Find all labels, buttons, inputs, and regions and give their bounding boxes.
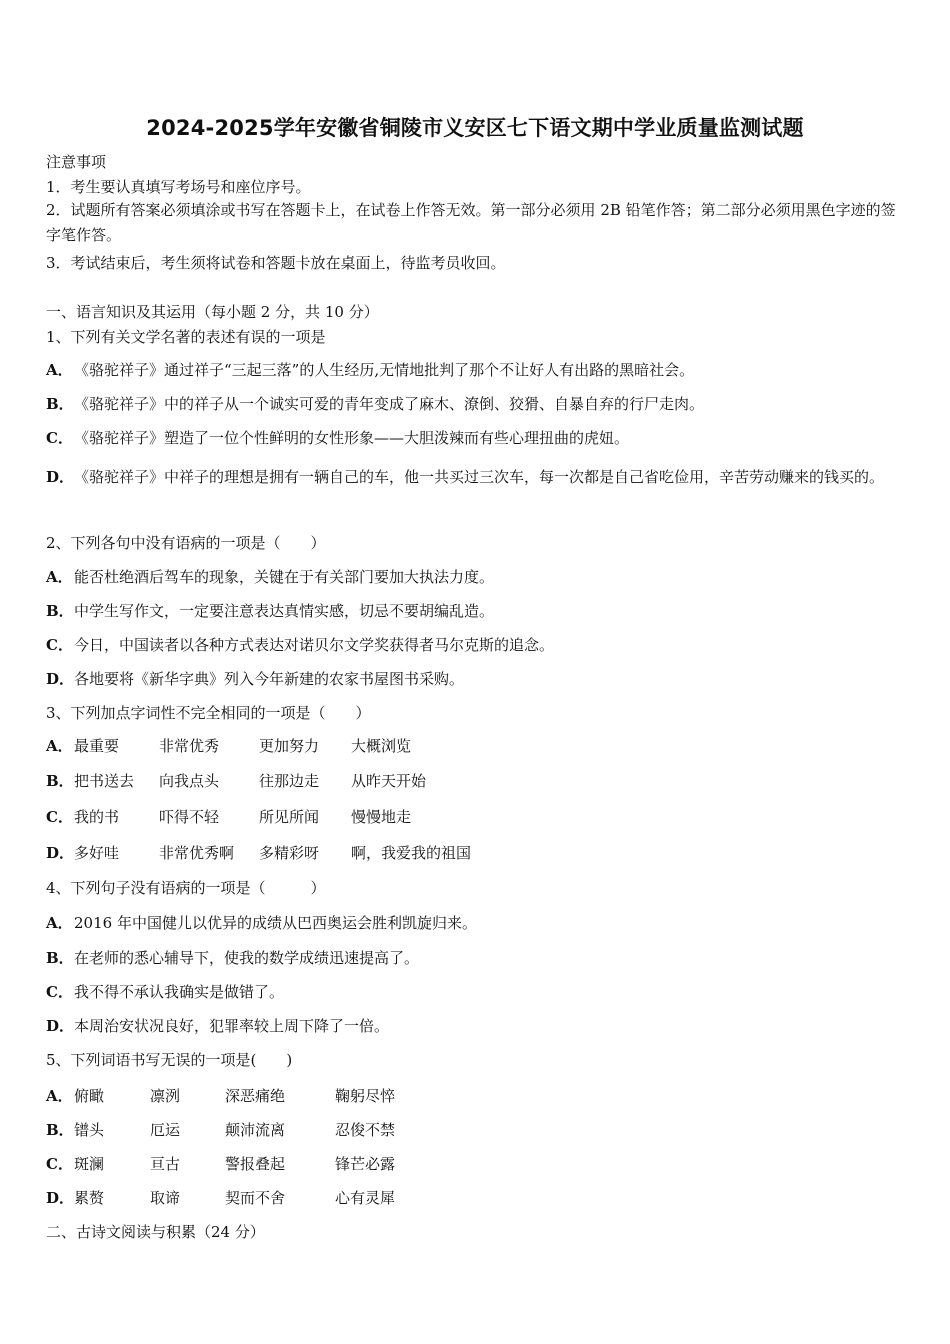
question-stem-2: 2、下列各句中没有语病的一项是（ ） (46, 534, 326, 552)
option-letter: B． (46, 772, 74, 790)
option-text: 今日，中国读者以各种方式表达对诺贝尔文学奖获得者马尔克斯的追念。 (74, 636, 555, 654)
option-letter: C． (46, 636, 73, 654)
option-word: 镨头 (74, 1121, 105, 1139)
option-row (46, 567, 494, 587)
question-stem-4: 4、下列句子没有语病的一项是（ ） (46, 879, 326, 897)
option-text: 中学生写作文，一定要注意表达真情实感，切忌不要胡编乱造。 (74, 602, 495, 620)
option-word: 最重要 (74, 737, 120, 755)
option-row (46, 736, 411, 756)
option-letter: D． (46, 1189, 75, 1207)
option-word: 颠沛流离 (225, 1121, 286, 1139)
option-word: 慢慢地走 (351, 808, 412, 826)
option-word: 大概浏览 (351, 737, 412, 755)
option-row (46, 843, 471, 863)
notice-heading: 注意事项 (46, 153, 107, 171)
option-word: 向我点头 (159, 772, 220, 790)
option-text: 《骆驼祥子》中祥子的理想是拥有一辆自己的车，他一共买过三次车，每一次都是自己省吃俭用，辛苦劳动赚来的钱买的。 (74, 468, 885, 486)
option-row (46, 1086, 395, 1106)
option-row (46, 1154, 395, 1174)
option-letter: D． (46, 468, 75, 486)
option-letter: A． (46, 914, 73, 932)
option-letter: C． (46, 808, 73, 826)
option-text: 各地要将《新华字典》列入今年新建的农家书屋图书采购。 (74, 670, 465, 688)
option-letter: A． (46, 361, 73, 379)
option-word: 忍俊不禁 (335, 1121, 396, 1139)
section2-heading: 二、古诗文阅读与积累（24 分） (46, 1223, 265, 1241)
option-word: 非常优秀 (159, 737, 220, 755)
option-row (46, 771, 426, 791)
option-letter: C． (46, 429, 73, 447)
option-row (46, 635, 554, 655)
option-row (46, 982, 284, 1002)
option-text: 《骆驼祥子》通过祥子“三起三落”的人生经历,无情地批判了那个不让好人有出路的黑暗社会。 (74, 361, 695, 379)
option-row (46, 1188, 395, 1208)
option-text: 在老师的悉心辅导下，使我的数学成绩迅速提高了。 (74, 949, 420, 967)
option-word: 累赘 (74, 1189, 105, 1207)
option-word: 凛洌 (150, 1087, 181, 1105)
exam-title: 2024-2025学年安徽省铜陵市义安区七下语文期中学业质量监测试题 (146, 116, 804, 140)
option-letter: C． (46, 1155, 73, 1173)
option-letter: A． (46, 568, 73, 586)
option-word: 啊，我爱我的祖国 (351, 844, 472, 862)
option-letter: D． (46, 844, 75, 862)
notice-item: 2．试题所有答案必须填涂或书写在答题卡上，在试卷上作答无效。第一部分必须用 2B 铅笔作答；第二部分必须用黑色字迹的签字笔作答。 (46, 201, 896, 244)
option-word: 往那边走 (259, 772, 320, 790)
option-letter: B． (46, 1121, 74, 1139)
option-letter: C． (46, 983, 73, 1001)
option-row (46, 948, 419, 968)
option-text: 本周治安状况良好，犯罪率较上周下降了一倍。 (74, 1017, 390, 1035)
option-word: 更加努力 (259, 737, 320, 755)
option-row (46, 1120, 395, 1140)
option-word: 鞠躬尽悴 (335, 1087, 396, 1105)
option-word: 警报叠起 (225, 1155, 286, 1173)
option-word: 把书送去 (74, 772, 135, 790)
option-row (46, 669, 464, 689)
option-word: 多好哇 (74, 844, 120, 862)
option-word: 从昨天开始 (351, 772, 427, 790)
option-row (46, 913, 477, 933)
option-text: 《骆驼祥子》塑造了一位个性鲜明的女性形象——大胆泼辣而有些心理扭曲的虎妞。 (74, 429, 630, 447)
option-letter: D． (46, 1017, 75, 1035)
option-word: 厄运 (150, 1121, 181, 1139)
option-row (46, 807, 411, 827)
option-letter: B． (46, 395, 74, 413)
option-word: 锋芒必露 (335, 1155, 396, 1173)
option-letter: A． (46, 1087, 73, 1105)
option-word: 吓得不轻 (159, 808, 220, 826)
option-word: 所见所闻 (259, 808, 320, 826)
question-stem-5: 5、下列词语书写无误的一项是( ) (46, 1051, 293, 1069)
option-text: 我不得不承认我确实是做错了。 (74, 983, 285, 1001)
option-row (46, 360, 694, 380)
option-row (46, 458, 908, 496)
question-stem-3: 3、下列加点字词性不完全相同的一项是（ ） (46, 704, 371, 722)
option-text: 2016 年中国健儿以优异的成绩从巴西奥运会胜利凯旋归来。 (74, 914, 477, 932)
question-stem-1: 1、下列有关文学名著的表述有误的一项是 (46, 328, 326, 346)
notice-item: 1．考生要认真填写考场号和座位序号。 (46, 178, 311, 196)
option-word: 心有灵犀 (335, 1189, 396, 1207)
option-word: 多精彩呀 (259, 844, 320, 862)
option-text: 能否杜绝酒后驾车的现象，关键在于有关部门要加大执法力度。 (74, 568, 495, 586)
option-word: 俯瞰 (74, 1087, 105, 1105)
option-word: 亘古 (150, 1155, 181, 1173)
option-letter: B． (46, 949, 74, 967)
option-word: 斑澜 (74, 1155, 105, 1173)
option-row (46, 601, 494, 621)
section1-heading: 一、语言知识及其运用（每小题 2 分，共 10 分） (46, 303, 379, 321)
option-row (46, 428, 629, 448)
option-word: 深恶痛绝 (225, 1087, 286, 1105)
option-word: 非常优秀啊 (159, 844, 235, 862)
option-letter: A． (46, 737, 73, 755)
option-row (46, 1016, 389, 1036)
option-word: 契而不舍 (225, 1189, 286, 1207)
option-word: 取谛 (150, 1189, 181, 1207)
option-text: 《骆驼祥子》中的祥子从一个诚实可爱的青年变成了麻木、潦倒、狡猾、自暴自弃的行尸走肉。 (74, 395, 705, 413)
option-letter: D． (46, 670, 75, 688)
option-word: 我的书 (74, 808, 120, 826)
option-row (46, 394, 704, 414)
notice-item: 3．考试结束后，考生须将试卷和答题卡放在桌面上，待监考员收回。 (46, 254, 506, 272)
option-letter: B． (46, 602, 74, 620)
